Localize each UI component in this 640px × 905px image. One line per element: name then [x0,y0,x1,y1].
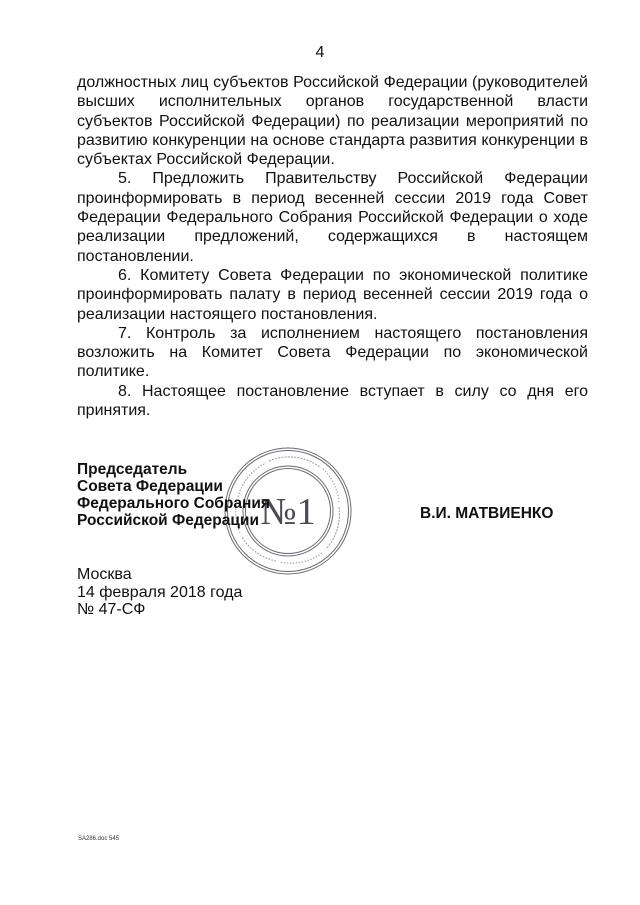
document-date: 14 февраля 2018 года [77,583,243,601]
document-number: № 47-СФ [77,601,146,618]
signature-title-line: Председатель [77,461,188,478]
signature-title-line: Совета Федерации [77,478,223,495]
signature-title-line: Федерального Собрания [77,495,270,512]
signature-title-block [77,461,270,529]
city: Москва [77,566,132,583]
signature-title-line: Российской Федерации [77,512,259,529]
place-date-block [77,566,242,619]
seal-center-number: №1 [260,491,316,533]
paragraph-7: 7. Контроль за исполнением настоящего постановления возложить на Комитет Совета Федерации по экономической политике. [77,324,588,381]
signer-name: В.И. МАТВИЕНКО [420,505,554,522]
paragraph-5: 5. Предложить Правительству Российской Федерации проинформировать в период весенней сессии 2019 года Совет Федерации Федерального Собрания Российской Федерации о ходе реализации предложений, содержащихся в настоящем постановлении. [77,170,588,265]
paragraph-6: 6. Комитету Совета Федерации по экономической политике проинформировать палату в период весенней сессии 2019 года о реализации настоящего постановления. [77,266,588,323]
paragraph-8: 8. Настоящее постановление вступает в силу со дня его принятия. [77,382,588,420]
document-body [77,73,588,420]
paragraph-continuation: должностных лиц субъектов Российской Федерации (руководителей высших исполнительных органов государственной власти субъектов Российской Федерации) по реализации мероприятий по развитию конкуренции на основе стандарта развития конкуренции в субъектах Российской Федерации. [77,74,588,169]
footer-doc-reference: SA286.doc 545 [78,836,120,842]
page-number: 4 [315,44,325,61]
